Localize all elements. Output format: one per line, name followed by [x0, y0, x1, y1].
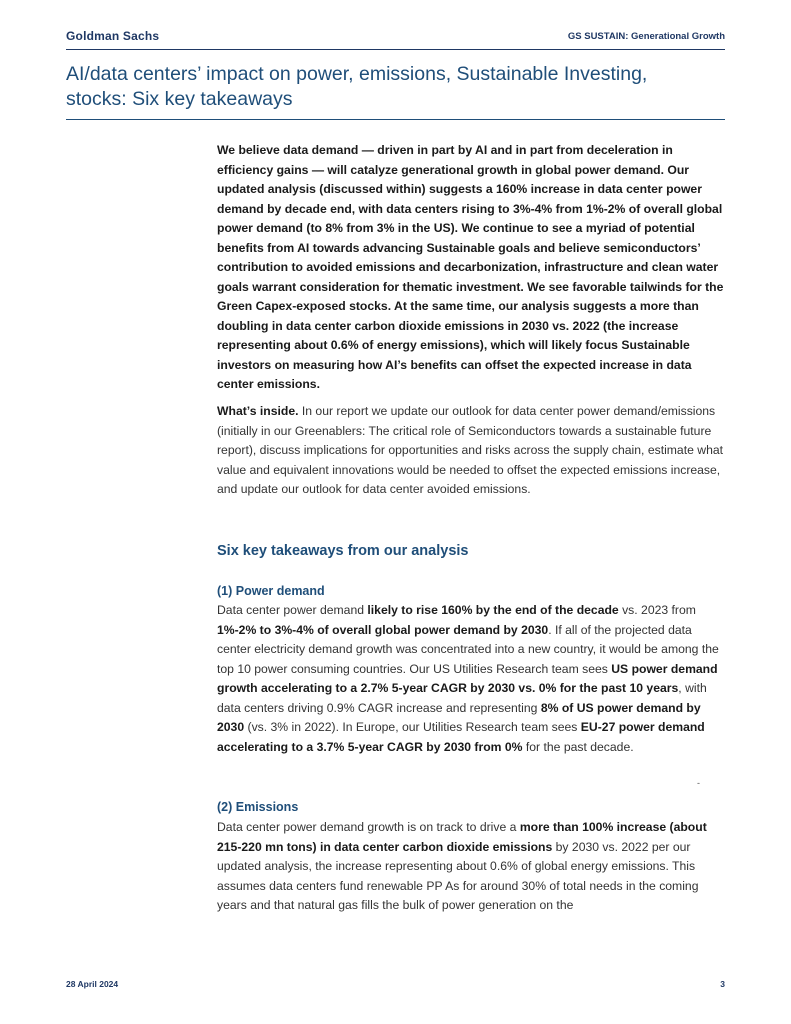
takeaway-1-paragraph	[217, 601, 729, 757]
whats-inside-paragraph	[217, 402, 729, 500]
text-span: vs. 2023 from	[618, 603, 696, 617]
text-span: by 2030 vs. 2022 per our updated analysis, the increase representing about 0.6% of global energy emissions. This assumes data centers fund renewable PP As for around 30% of total needs in the coming years and that natural gas fills the bulk of power generation on the	[217, 839, 699, 912]
text-span: , with data centers driving 0.9% CAGR increase and representing	[217, 681, 707, 715]
whats-inside-text: In our report we update our outlook for data center power demand/emissions (initially in our Greenablers: The critical role of Semiconductors towards a sustainable future report), discuss implications for opportunities and risks across the supply chain, estimate what value and equivalent innovations would be needed to offset the expected emissions increase, and update our outlook for data center avoided emissions.	[217, 404, 724, 496]
page-number: 3	[720, 979, 725, 989]
text-span: . If all of the projected data center electricity demand growth was concentrated into a new country, it would be among the top 10 power consuming countries. Our US Utilities Research team sees	[217, 622, 719, 676]
text-span: (vs. 3% in 2022). In Europe, our Utilities Research team sees	[244, 720, 581, 734]
brand-name: Goldman Sachs	[66, 29, 160, 43]
bold-span: likely to rise 160% by the end of the decade	[367, 603, 619, 617]
bold-span: more than 100% increase (about 215-220 mn tons) in data center carbon dioxide emissions	[217, 820, 707, 854]
header-divider	[66, 49, 725, 50]
bold-span: US power demand growth accelerating to a 2.7% 5-year CAGR by 2030 vs. 0% for the past 10 years	[217, 661, 718, 695]
title-divider	[66, 119, 725, 120]
takeaway-1-heading: (1) Power demand	[217, 584, 325, 598]
intro-paragraph: We believe data demand — driven in part by AI and in part from deceleration in efficiency gains — will catalyze generational growth in global power demand. Our updated analysis (discussed within) suggests a 160% increase in data center power demand by decade end, with data centers rising to 3%-4% from 1%-2% of overall global power demand (to 8% from 3% in the US). We continue to see a myriad of potential benefits from AI towards advancing Sustainable goals and believe semiconductors’ contribution to avoided emissions and decarbonization, infrastructure and clean water goals warrant consideration for thematic investment. We see favorable tailwinds for the Green Capex-exposed stocks. At the same time, our analysis suggests a more than doubling in data center carbon dioxide emissions in 2030 vs. 2022 (the increase representing about 0.6% of energy emissions), which will likely focus Sustainable investors on measuring how AI’s benefits can offset the expected increase in data center emissions.	[217, 143, 724, 391]
takeaway-2-heading: (2) Emissions	[217, 800, 299, 814]
whats-inside-lead: What’s inside.	[217, 404, 299, 418]
text-span: Data center power demand	[217, 603, 368, 617]
bold-span: 8% of US power demand by 2030	[217, 700, 701, 734]
takeaway-2-paragraph	[217, 818, 729, 916]
section-heading: Six key takeaways from our analysis	[217, 543, 469, 559]
report-series: GS SUSTAIN: Generational Growth	[567, 31, 725, 42]
page-title: AI/data centers’ impact on power, emissions, Sustainable Investing, stocks: Six key takeaways	[66, 63, 648, 110]
stray-mark: -	[697, 778, 700, 788]
bold-span: 1%-2% to 3%-4% of overall global power demand by 2030	[217, 622, 549, 637]
text-span: Data center power demand growth is on track to drive a	[217, 820, 520, 834]
publication-date: 28 April 2024	[66, 979, 119, 989]
bold-span: EU-27 power demand accelerating to a 3.7% 5-year CAGR by 2030 from 0%	[217, 720, 705, 754]
text-span: for the past decade.	[522, 739, 634, 754]
